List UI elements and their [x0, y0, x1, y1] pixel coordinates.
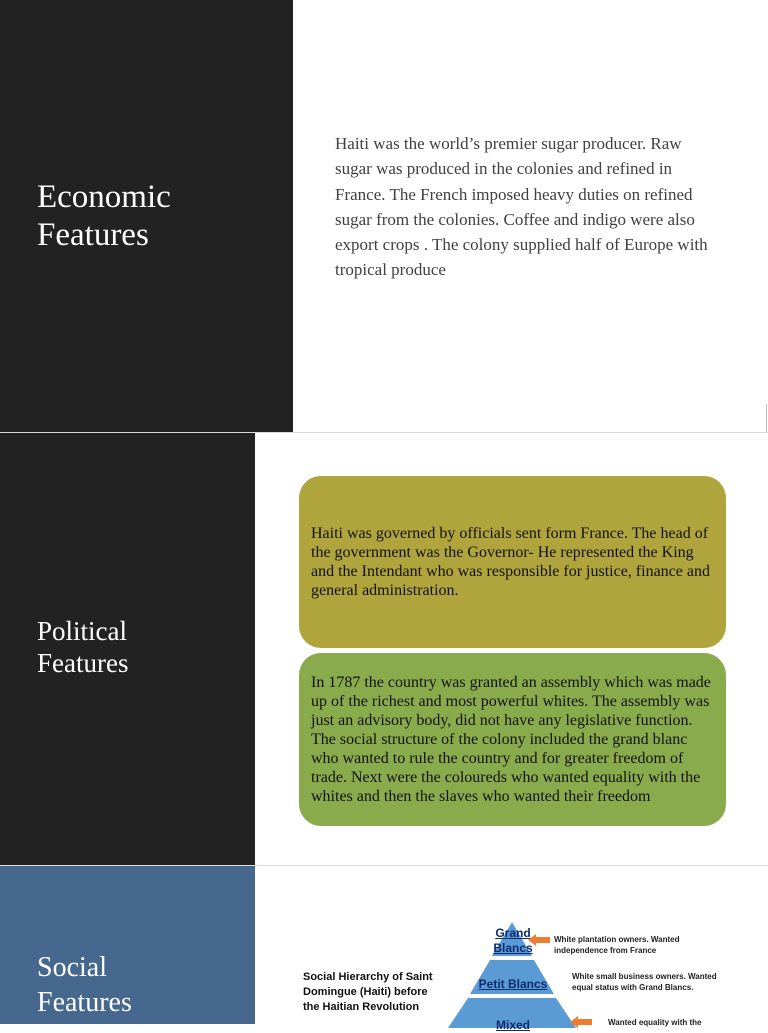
tier-label-grand-blancs: Grand Blancs — [493, 926, 533, 955]
governance-text: Haiti was governed by officials sent form France. The head of the government was the Governor- He represented the King and the Intendant who was responsible for justice, finance and general administration. — [311, 525, 710, 599]
assembly-text: In 1787 the country was granted an assembly which was made up of the richest and most powerful whites. The assembly was just an advisory body, did not have any legislative function. The social structure of the colony included the grand blanc who wanted to rule the country and for greater freedom of trade. Next were the coloureds who wanted equality with the whites and then the slaves who wanted their freedom — [311, 674, 711, 805]
tier-label-mixed: Mixed — [495, 1018, 530, 1032]
slide-economic-features — [0, 0, 768, 432]
slide-heading: Social Features — [37, 952, 132, 1018]
slide-political-features — [0, 433, 768, 865]
assembly-box — [299, 653, 726, 826]
arrow-icon — [528, 934, 552, 946]
slide-heading: Political Features — [37, 616, 129, 678]
figure-caption: Social Hierarchy of Saint Domingue (Haiti) before the Haitian Revolution — [303, 971, 433, 1013]
tier-note-mixed: Wanted equality with the — [608, 1018, 702, 1027]
tier-label-petit-blancs: Petit Blancs — [478, 977, 548, 991]
slide-social-features — [0, 866, 768, 1032]
tier-note-petit-blancs: White small business owners. Wanted equal status with Grand Blancs. — [572, 972, 717, 992]
edge-mark — [766, 404, 767, 432]
arrow-icon — [570, 1016, 594, 1028]
slide-body-text: Haiti was the world’s premier sugar producer. Raw sugar was produced in the colonies and refined in France. The French imposed heavy duties on refined sugar from the colonies. Coffee and indigo were also export crops . The colony supplied half of Europe with tropical produce — [335, 134, 708, 280]
slide-heading: Economic Features — [37, 179, 171, 253]
tier-note-grand-blancs: White plantation owners. Wanted independence from France — [554, 935, 680, 955]
governance-box — [299, 476, 726, 648]
